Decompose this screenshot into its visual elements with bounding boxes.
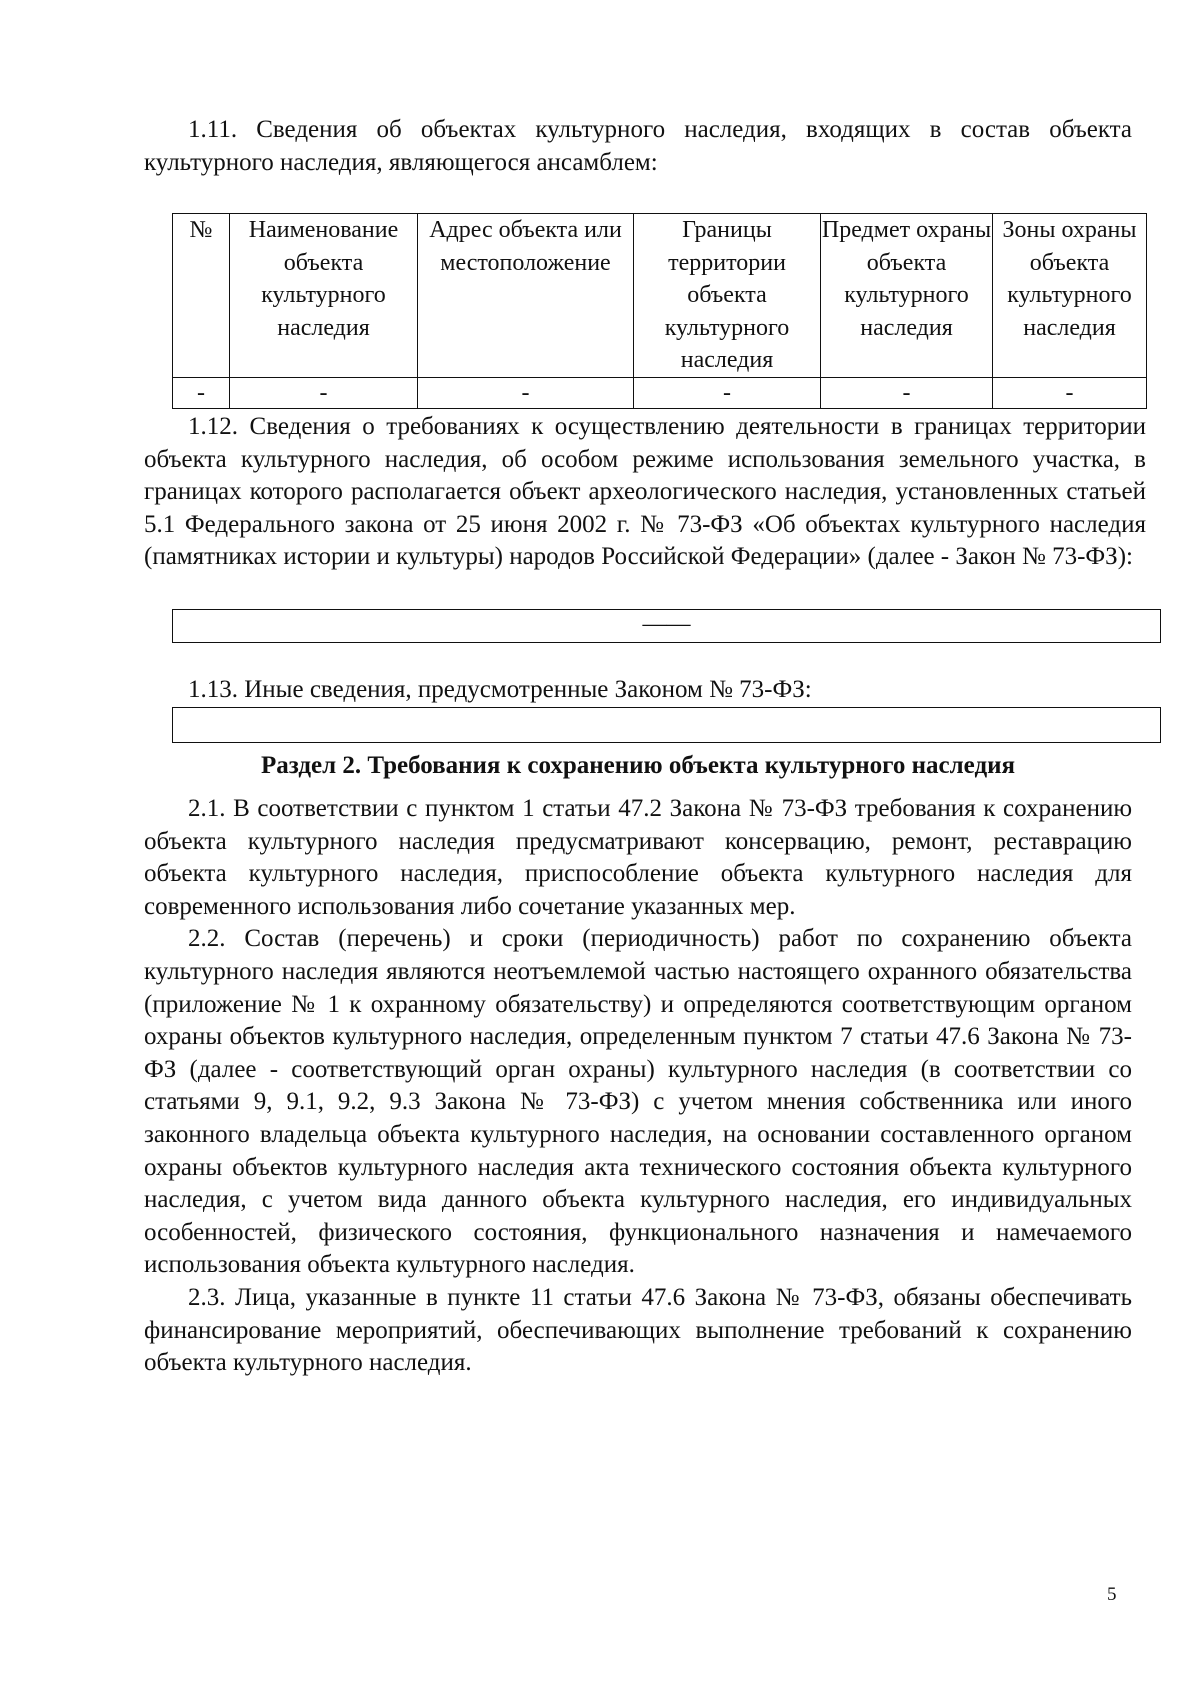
table-cell: - [418,377,634,408]
heritage-ensemble-table [172,213,1147,409]
header-protection-subject: Предмет охраны объекта культурного наследия [821,214,993,378]
header-address: Адрес объекта или местоположение [418,214,634,378]
section-2-title: Раздел 2. Требования к сохранению объекта культурного наследия [260,752,1016,779]
paragraph-1-11 [144,114,1132,179]
paragraph-2-2: 2.2. Состав (перечень) и сроки (периодичность) работ по сохранению объекта культурного наследия являются неотъемлемой частью настоящего охранного обязательства (приложение № 1 к охранному обязательству) и определяются соответствующим органом охраны объектов культурного наследия, определенным пунктом 7 статьи 47.6 Закона № 73-ФЗ (далее - соответствующий орган охраны) культурного наследия (в соответствии со статьями 9, 9.1, 9.2, 9.3 Закона № 73-ФЗ) с учетом мнения собственника или иного законного владельца объекта культурного наследия, на основании составленного органом охраны объектов культурного наследия акта технического состояния объекта культурного наследия, с учетом вида данного объекта культурного наследия, его индивидуальных особенностей, физического состояния, функционального назначения и намечаемого использования объекта культурного наследия. [144,925,1132,1279]
header-number: № [173,214,230,378]
paragraph-1-13-text: 1.13. Иные сведения, предусмотренные Законом № 73-ФЗ: [188,676,812,703]
paragraph-1-12 [144,411,1146,574]
table-cell: - [634,377,821,408]
paragraph-1-11-text: 1.11. Сведения об объектах культурного наследия, входящих в состав объекта культурного наследия, являющегося ансамблем: [144,116,1132,176]
paragraph-2-3: 2.3. Лица, указанные в пункте 11 статьи 47.6 Закона № 73-ФЗ, обязаны обеспечивать финансирование мероприятий, обеспечивающих выполнение требований к сохранению объекта культурного наследия. [144,1283,1132,1377]
paragraph-1-13 [144,674,1132,707]
header-territory-borders: Границы территории объекта культурного наследия [634,214,821,378]
table-cell: - [821,377,993,408]
table-cell: - [230,377,418,408]
table-cell: - [173,377,230,408]
header-protection-zones: Зоны охраны объекта культурного наследия [993,214,1147,378]
page-number: 5 [1107,1584,1117,1605]
header-object-name: Наименование объекта культурного наследия [230,214,418,378]
table-header-row [173,214,1147,378]
box-1-12 [172,609,1161,643]
table-row [173,377,1147,408]
table-cell: - [993,377,1147,408]
paragraph-1-12-text: 1.12. Сведения о требованиях к осуществлению деятельности в границах территории объекта культурного наследия, об особом режиме использования земельного участка, в границах которого располагается объект археологического наследия, установленных статьей 5.1 Федерального закона от 25 июня 2002 г. № 73-ФЗ «Об объектах культурного наследия (памятниках истории и культуры) народов Российской Федерации» (далее - Закон № 73-ФЗ): [144,413,1146,571]
box-1-12-value: —— [642,611,691,637]
paragraph-2-1: 2.1. В соответствии с пунктом 1 статьи 47.2 Закона № 73-ФЗ требования к сохранению объекта культурного наследия предусматривают консервацию, ремонт, реставрацию объекта культурного наследия, приспособление объекта культурного наследия для современного использования либо сочетание указанных мер. [144,795,1132,920]
section-2-body [144,793,1132,1380]
box-1-13 [172,707,1161,743]
